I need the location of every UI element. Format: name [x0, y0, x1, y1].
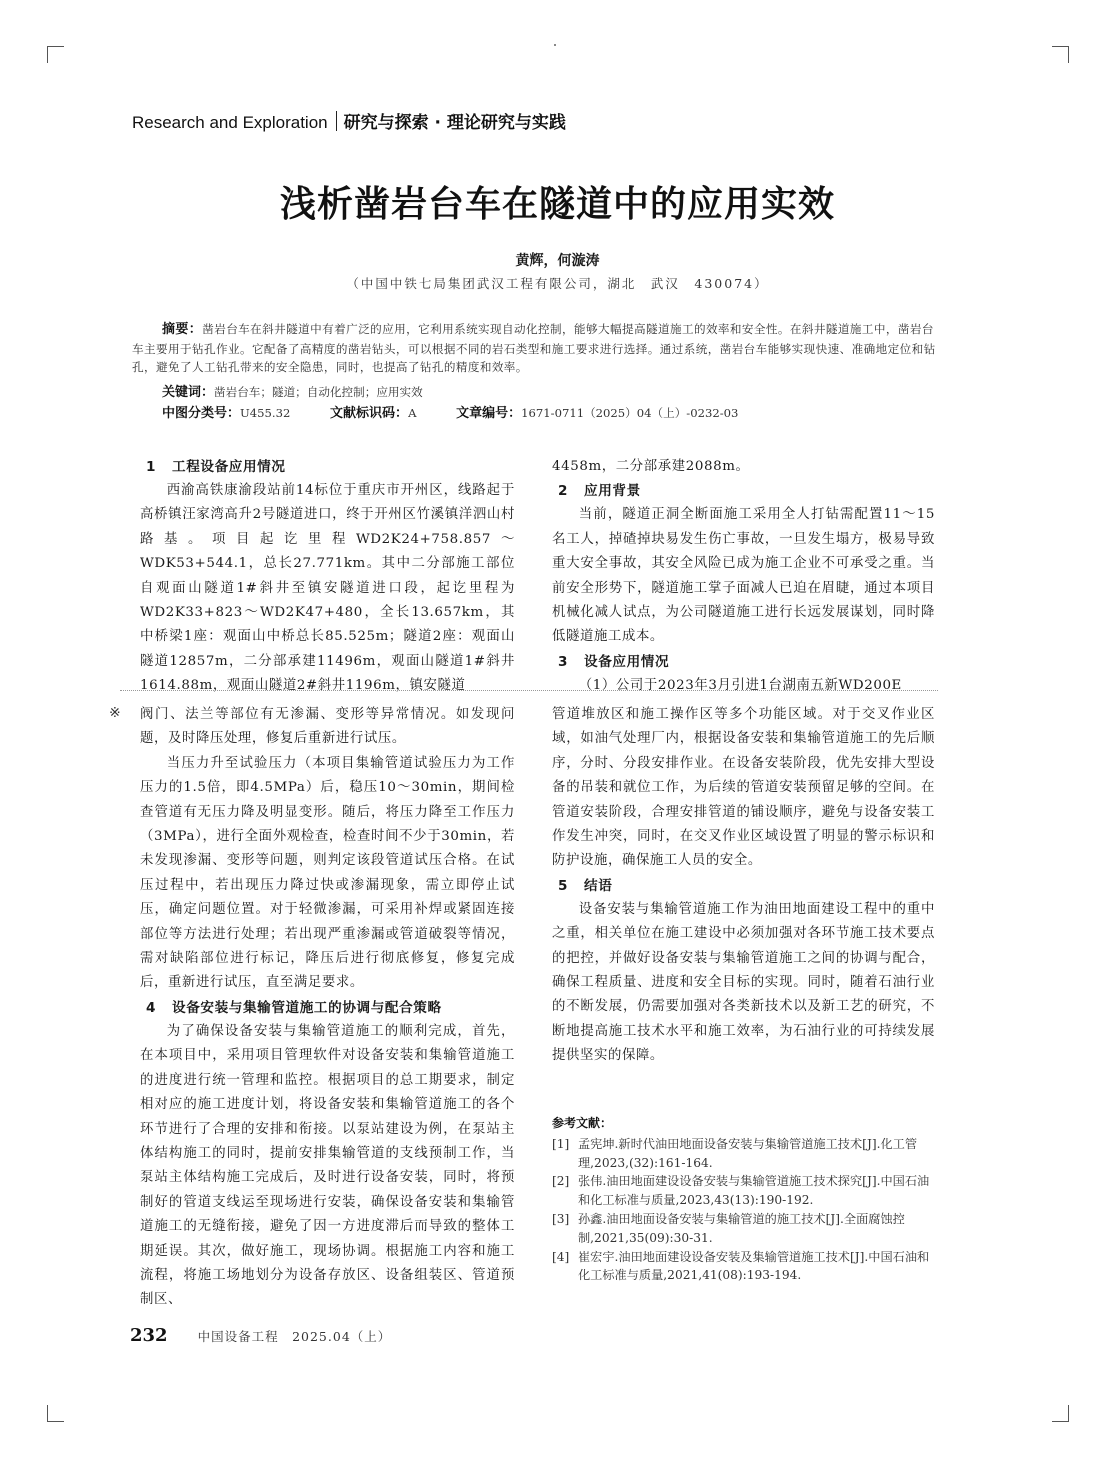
crop-mark-top-right — [1052, 46, 1069, 63]
keywords-value: 凿岩台车；隧道；自动化控制；应用实效 — [214, 385, 423, 399]
article-divider — [120, 690, 938, 691]
abstract-text: 凿岩台车在斜井隧道中有着广泛的应用，它利用系统实现自动化控制，能够大幅提高隧道施工的效率和安全性。在斜井隧道施工中，凿岩台车主要用于钻孔作业。它配备了高精度的凿岩钻头，可以根据不同的岩石类型和施工要求进行选择。通过系统，凿岩台车能够实现快速、准确地定位和钻孔，避免了人工钻孔带来的安全隐患，同时，也提高了钻孔的精度和效率。 — [132, 322, 936, 374]
keywords-line — [162, 381, 423, 400]
lower-right-column — [552, 703, 935, 1069]
page-number: 232 — [130, 1325, 168, 1346]
references — [552, 1114, 940, 1285]
article-affiliation: （中国中铁七局集团武汉工程有限公司，湖北 武汉 430074） — [346, 276, 769, 291]
section-1-paragraph: 西渝高铁康渝段站前14标位于重庆市开州区，线路起于高桥镇汪家湾高升2号隧道进口，终于开州区竹溪镇洋泗山村路基。项目起讫里程WD2K24+758.857～WDK53+544.1，总长27.771km。其中二分部施工部位自观面山隧道1#斜井至镇安隧道进口段，起讫里程为WD2K33+823～WD2K47+480，全长13.657km，其中桥梁1座：观面山中桥总长85.525m；隧道2座：观面山隧道12857m，二分部承建11496m，观面山隧道1#斜井1614.88m，观面山隧道2#斜井1196m，镇安隧道 — [140, 483, 515, 694]
upper-left-column — [140, 455, 515, 699]
article-title: 浅析凿岩台车在隧道中的应用实效 — [279, 184, 835, 225]
clc-value: U455.32 — [240, 406, 291, 420]
section-3-heading: 3 设备应用情况 — [558, 653, 670, 670]
crop-mark-bottom-right — [1052, 1405, 1069, 1422]
registration-dot — [554, 44, 556, 46]
crop-mark-top-left — [47, 46, 64, 63]
section-2-paragraph: 当前，隧道正洞全断面施工采用全人打钻需配置11～15名工人，掉碴掉块易发生伤亡事故，一旦发生塌方，极易导致重大安全事故，其安全风险已成为施工企业不可承受之重。当前安全形势下，隧道施工掌子面减人已迫在眉睫，通过本项目机械化减人试点，为公司隧道施工进行长远发展谋划，同时降低隧道施工成本。 — [552, 507, 935, 645]
clc-label: 中图分类号： — [162, 406, 241, 421]
section-5-paragraph: 设备安装与集输管道施工作为油田地面建设工程中的重中之重，相关单位在施工建设中必须加强对各环节施工技术要点的把控，并做好设备安装与集输管道施工之间的协调与配合，确保工程质量、进度和安全目标的实现。同时，随着石油行业的不断发展，仍需要加强对各类新技术以及新工艺的研究，不断地提高施工技术水平和施工效率，为石油行业的可持续发展提供坚实的保障。 — [552, 901, 935, 1064]
header-chinese: 研究与探索 · 理论研究与实践 — [343, 113, 566, 133]
crop-mark-bottom-left — [47, 1405, 64, 1422]
section-4-heading: 4 设备安装与集输管道施工的协调与配合策略 — [146, 999, 442, 1016]
upper-right-column — [552, 455, 935, 698]
header-english: Research and Exploration — [132, 113, 328, 132]
journal-issue: 中国设备工程 2025.04（上） — [197, 1329, 392, 1344]
abstract-label: 摘要： — [162, 322, 203, 337]
reference-item: [2] 张伟.油田地面建设设备安装与集输管道施工技术探究[J].中国石油和化工标准与质量,2023,43(13):190-192. — [552, 1174, 930, 1208]
lower-left-column — [140, 703, 515, 1313]
abstract — [132, 320, 940, 377]
reference-item: [1] 孟宪坤.新时代油田地面设备安装与集输管道施工技术[J].化工管理,2023,(32):161-164. — [552, 1136, 918, 1170]
article-no-value: 1671-0711（2025）04（上）-0232-03 — [521, 406, 739, 420]
article-authors: 黄辉，何漩涛 — [515, 253, 600, 269]
reference-item: [4] 崔宏宇.油田地面建设设备安装及集输管道施工技术[J].中国石油和化工标准与质量,2021,41(08):193-194. — [552, 1249, 930, 1283]
classification-line — [162, 402, 738, 421]
doc-code-value: A — [408, 406, 417, 420]
doc-code-label: 文献标识码： — [330, 406, 409, 421]
reference-item: [3] 孙鑫.油田地面设备安装与集输管道的施工技术[J].全面腐蚀控制,2021,35(09):30-31. — [552, 1211, 905, 1245]
continued-paragraph: 阀门、法兰等部位有无渗漏、变形等异常情况。如发现问题，及时降压处理，修复后重新进行试压。 — [140, 707, 515, 747]
running-header — [132, 108, 566, 133]
section-5-heading: 5 结语 — [558, 877, 613, 894]
section-3-paragraph: （1）公司于2023年3月引进1台湖南五新WD200E — [578, 677, 902, 693]
continuation-mark: ※ — [109, 705, 121, 721]
article-no-label: 文章编号： — [456, 406, 522, 421]
page-footer — [130, 1325, 391, 1346]
references-heading: 参考文献： — [552, 1116, 613, 1130]
keywords-label: 关键词： — [162, 385, 215, 400]
section-4-paragraph: 为了确保设备安装与集输管道施工的顺利完成，首先，在本项目中，采用项目管理软件对设备安装和集输管道施工的进度进行统一管理和监控。根据项目的总工期要求，制定相对应的施工进度计划，将设备安装和集输管道施工的各个环节进行了合理的安排和衔接。以泵站建设为例，在泵站主体结构施工的同时，提前安排集输管道的支线预制工作，当泵站主体结构施工完成后，及时进行设备安装，同时，将预制好的管道支线运至现场进行安装，确保设备安装和集输管道施工的无缝衔接，避免了因一方进度滞后而导致的整体工期延误。其次，做好施工，现场协调。根据施工内容和施工流程，将施工场地划分为设备存放区、设备组装区、管道预制区、 — [140, 1023, 515, 1308]
section-1-paragraph-continued: 4458m，二分部承建2088m。 — [552, 459, 750, 474]
pressure-test-paragraph: 当压力升至试验压力（本项目集输管道试验压力为工作压力的1.5倍，即4.5MPa）后，稳压10～30min，期间检查管道有无压力降及明显变形。随后，将压力降至工作压力（3MPa），进行全面外观检查，检查时间不少于30min，若未发现渗漏、变形等问题，则判定该段管道试压合格。在试压过程中，若出现压力降过快或渗漏现象，需立即停止试压，确定问题位置。对于轻微渗漏，可采用补焊或紧固连接部位等方法进行处理；若出现严重渗漏或管道破裂等情况，需对缺陷部位进行标记，降压后进行彻底修复，修复完成后，重新进行试压，直至满足要求。 — [140, 755, 515, 991]
section-1-heading: 1 工程设备应用情况 — [146, 459, 286, 475]
section-2-heading: 2 应用背景 — [558, 483, 641, 500]
header-separator — [336, 111, 337, 131]
section-4-paragraph-continued: 管道堆放区和施工操作区等多个功能区域。对于交叉作业区域，如油气处理厂内，根据设备安装和集输管道施工的先后顺序，分时、分段安排作业。在设备安装阶段，优先安排大型设备的吊装和就位工作，为后续的管道安装预留足够的空间。在管道安装阶段，合理安排管道的铺设顺序，避免与设备安装工作发生冲突，同时，在交叉作业区域设置了明显的警示标识和防护设施，确保施工人员的安全。 — [552, 707, 935, 869]
